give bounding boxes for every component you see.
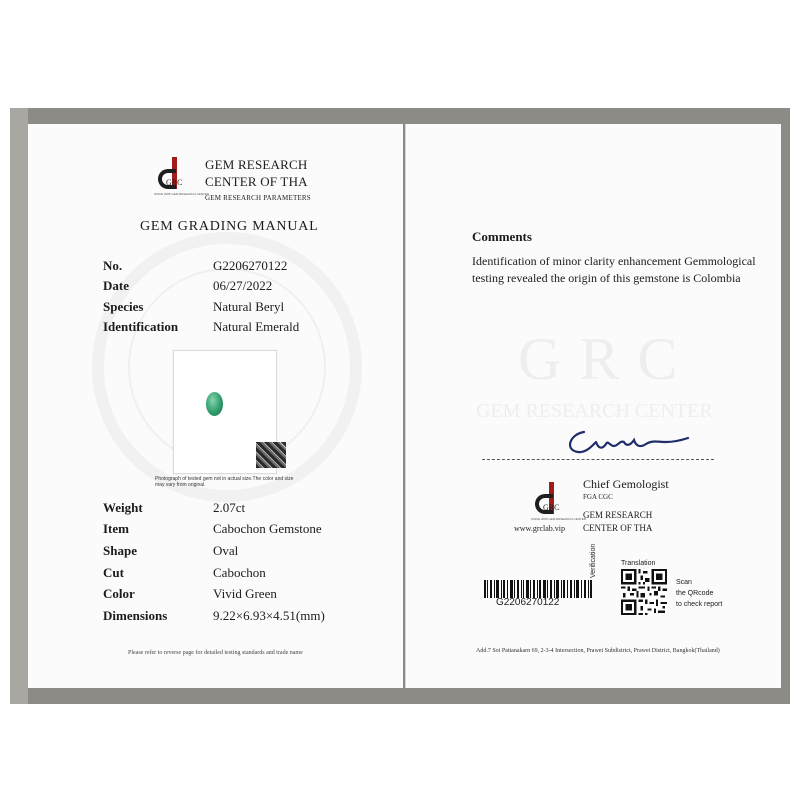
signer-credentials: FGA CGC	[583, 493, 613, 501]
comments-text: Identification of minor clarity enhancement Gemmological testing revealed the origin of this gemstone is Colombia	[472, 254, 756, 285]
verification-label: Verification	[590, 543, 597, 578]
folder-edge	[10, 108, 28, 704]
org-name: GEM RESEARCH CENTER OF THA	[205, 157, 308, 189]
signature	[562, 424, 692, 458]
grc-watermark: GRC	[518, 326, 696, 392]
grc-logo: GRC SINCE 2005 GEM RESEARCH CENTER	[152, 157, 192, 201]
document-title: GEM GRADING MANUAL	[140, 219, 319, 234]
grc-watermark-subtitle: GEM RESEARCH CENTER	[476, 400, 713, 422]
grc-logo-small: GRC SINCE 2005 GEM RESEARCH CENTER	[529, 482, 569, 526]
qr-caption: Scan the QRcode to check report	[676, 579, 723, 608]
photo-disclaimer: Photograph of tested gem not in actual size.The color and size may vary from original.	[155, 476, 294, 488]
signer-title: Chief Gemologist	[583, 477, 669, 491]
barcode	[484, 580, 592, 598]
lab-address: Add.7 Soi Pattanakarn 69, 2-3-4 Intersection, Prawet Subdistrict, Prawet District, Bangkok(Thailand)	[476, 648, 720, 654]
qr-code[interactable]	[621, 569, 667, 615]
org-name-right: GEM RESEARCH CENTER OF THA	[583, 510, 653, 533]
emerald-gem-image	[206, 392, 223, 416]
website: www.grclab.vip	[514, 524, 566, 533]
hologram-sticker	[256, 442, 286, 468]
reverse-page-note: Please refer to reverse page for detailed testing standards and trade name	[128, 650, 303, 656]
signature-line	[482, 459, 714, 461]
org-subtitle: GEM RESEARCH PARAMETERS	[205, 194, 311, 202]
comments-title: Comments	[472, 229, 532, 244]
translation-label: Translation	[621, 560, 656, 567]
barcode-number: G2206270122	[496, 597, 560, 608]
gem-photo	[173, 350, 277, 474]
